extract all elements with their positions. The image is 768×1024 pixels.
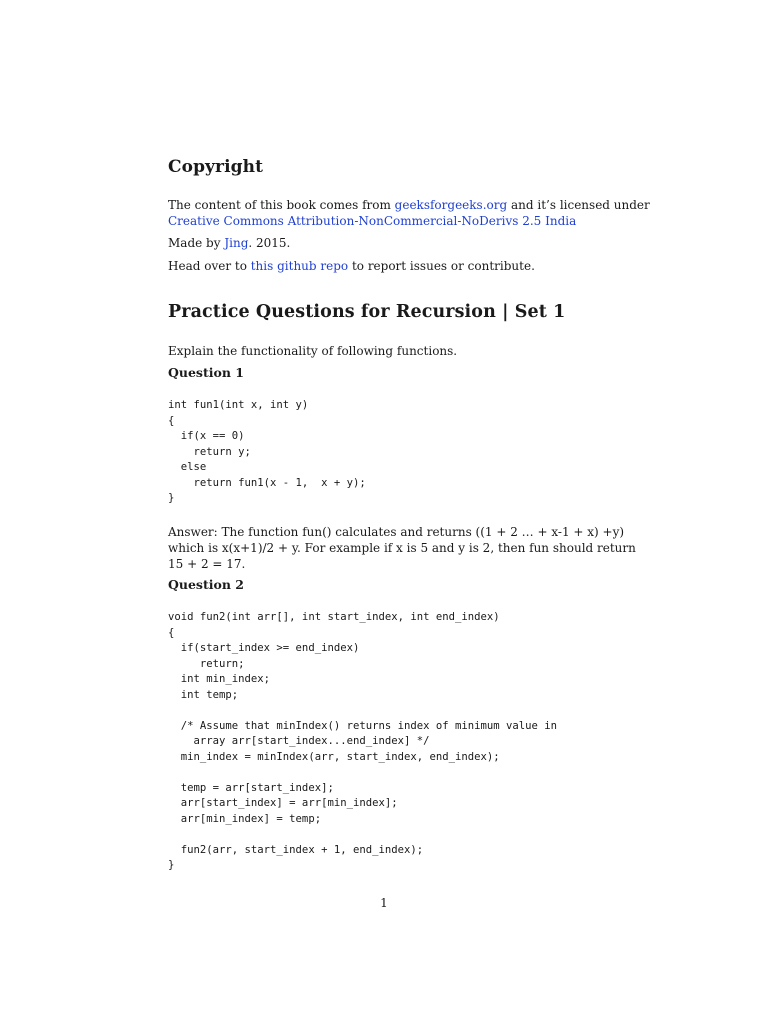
article-title: Practice Questions for Recursion | Set 1 [168, 302, 566, 322]
head-over-text: to report issues or contribute. [348, 259, 535, 273]
made-by-text: Made by [168, 236, 225, 250]
question-1-code: int fun1(int x, int y) { if(x == 0) return y; else return fun1(x - 1, x + y); } [168, 399, 366, 504]
github-repo-link[interactable]: this github repo [250, 259, 349, 273]
question-2-code: void fun2(int arr[], int start_index, int end_index) { if(start_index >= end_index) return; int min_index; int temp; /* Assume that minIndex() returns index of minimum value in array arr[start_index...end_index] */ min_index = minIndex(arr, start_index, end_index); temp = arr[start_index]; arr[start_index] = arr[min_index]; arr[min_index] = temp; fun2(arr, start_index + 1, end_index); } [168, 611, 558, 871]
copyright-line-1 [168, 197, 650, 213]
answer-line: Answer: The function fun() calculates and returns ((1 + 2 … + x-1 + x) +y) [168, 525, 625, 539]
license-link[interactable]: Creative Commons Attribution-NonCommercial-NoDerivs 2.5 India [168, 214, 577, 228]
author-link[interactable]: Jing [224, 236, 249, 250]
article-intro: Explain the functionality of following functions. [168, 344, 458, 358]
geeksforgeeks-link[interactable]: geeksforgeeks.org [394, 198, 508, 212]
page-number: 1 [380, 896, 388, 910]
head-over-text: Head over to [168, 259, 251, 273]
copyright-text: and it’s licensed under [507, 198, 650, 212]
made-by-text: . 2015. [248, 236, 291, 250]
answer-line: which is x(x+1)/2 + y. For example if x is 5 and y is 2, then fun should return [168, 541, 636, 555]
answer-line: 15 + 2 = 17. [168, 557, 246, 571]
made-by-line [168, 235, 290, 251]
question-1-heading: Question 1 [168, 365, 244, 380]
question-2-heading: Question 2 [168, 577, 244, 592]
license-line [168, 213, 576, 229]
head-over-line [168, 258, 535, 274]
copyright-heading: Copyright [168, 157, 264, 177]
copyright-text: The content of this book comes from [168, 198, 395, 212]
